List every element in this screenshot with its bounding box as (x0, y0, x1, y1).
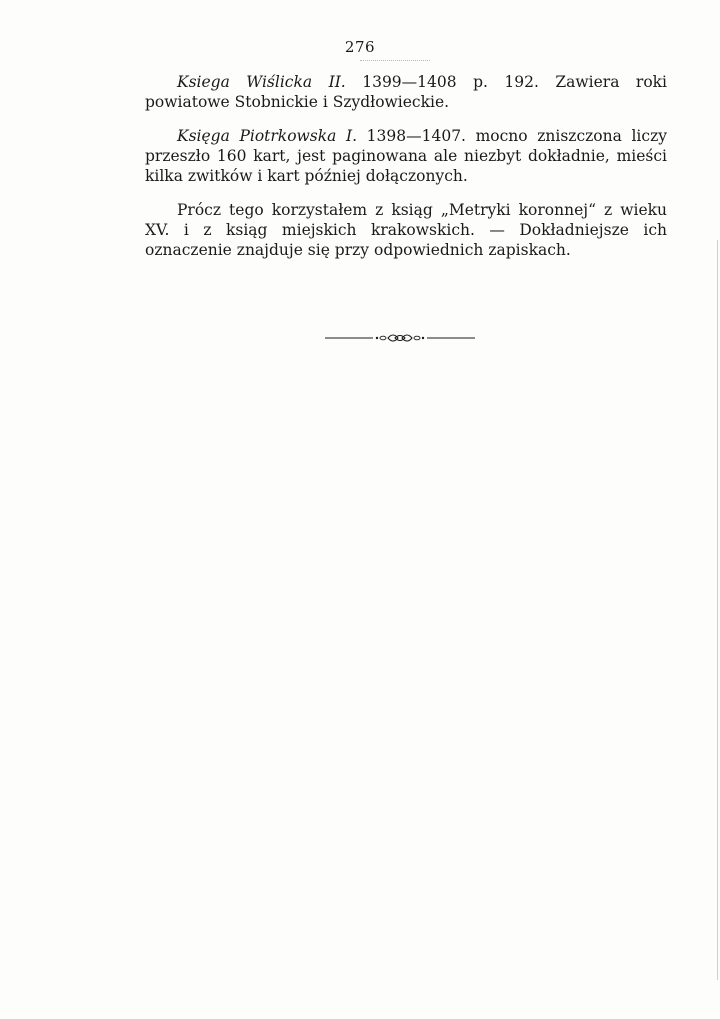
book-title-wislicka: Ksiega Wiślicka II. (177, 73, 346, 91)
paragraph-sources-body: Prócz tego korzystałem z ksiąg „Metryki koronnej“ z wieku XV. i z ksiąg miejskich krakowskich. — Dokładniejsze ich oznaczenie znajduje się przy odpowiednich zapiskach. (145, 201, 667, 259)
book-title-piotrkowska: Księga Piotrkowska I. (177, 127, 358, 145)
paragraph-piotrkowska-body: 1398—1407. mocno zniszczona liczy przeszło 160 kart, jest paginowana ale niezbyt dokładnie, mieści kilka zwitków i kart później dołączonych. (145, 127, 667, 185)
paragraph-sources (145, 200, 667, 260)
paragraph-wislicka-body: 1399—1408 p. 192. Zawiera roki powiatowe Stobnickie i Szydłowieckie. (145, 73, 667, 111)
page-number-rule (360, 60, 430, 61)
paragraph-piotrkowska (145, 126, 667, 186)
ornamental-divider-icon (325, 331, 475, 345)
paragraph-wislicka (145, 72, 667, 112)
text-block (145, 72, 667, 274)
page-edge-line (717, 240, 718, 980)
page-number: 276 (344, 38, 376, 56)
